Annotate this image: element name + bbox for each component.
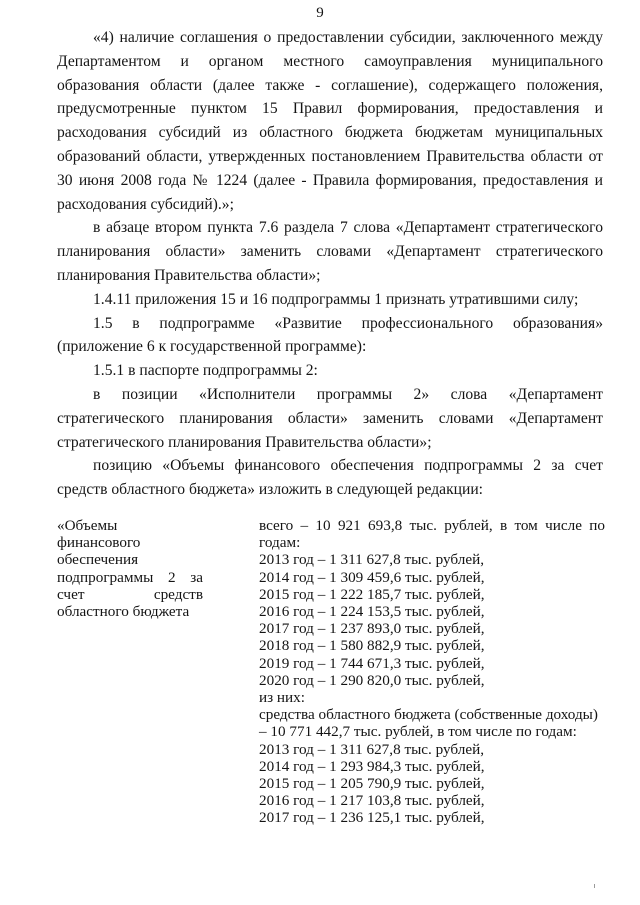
funding-label-line: «Объемы xyxy=(57,517,118,534)
funding-total-line: годам: xyxy=(259,534,301,552)
funding-values xyxy=(259,517,605,827)
paragraph-1-5-1: 1.5.1 в паспорте подпрограммы 2: xyxy=(93,362,318,380)
funding-year-total: 2014 год – 1 309 459,6 тыс. рублей, xyxy=(259,568,485,586)
funding-own-line: – 10 771 442,7 тыс. рублей, в том числе по годам: xyxy=(259,723,577,741)
funding-year-own: 2017 год – 1 236 125,1 тыс. рублей, xyxy=(259,809,485,827)
funding-year-total: 2015 год – 1 222 185,7 тыс. рублей, xyxy=(259,585,485,603)
paragraph-condition-4: «4) наличие соглашения о предоставлении субсидии, заключенного между Департаментом и органом местного самоуправления муниципального образования области (далее также - соглашение), содержащего положения, предусмотренные пунктом 15 Правил формирования, предоставления и расходования субсидий из областного бюджета бюджетам муниципальных образований области, утвержденных постановлением Правительства области от 30 июня 2008 года № 1224 (далее - Правила формирования, предоставления и расходования субсидий).»; xyxy=(57,29,603,213)
page-number: 9 xyxy=(316,5,324,21)
funding-year-total: 2018 год – 1 580 882,9 тыс. рублей, xyxy=(259,637,485,655)
funding-year-own: 2013 год – 1 311 627,8 тыс. рублей, xyxy=(259,740,485,758)
document-body xyxy=(57,26,603,502)
funding-year-own: 2015 год – 1 205 790,9 тыс. рублей, xyxy=(259,775,485,793)
paragraph-1-5: 1.5 в подпрограмме «Развитие профессионального образования» (приложение 6 к государственной программе): xyxy=(57,314,603,356)
funding-year-total: 2016 год – 1 224 153,5 тыс. рублей, xyxy=(259,603,485,621)
funding-year-total: 2019 год – 1 744 671,3 тыс. рублей, xyxy=(259,654,485,672)
funding-year-total: 2017 год – 1 237 893,0 тыс. рублей, xyxy=(259,620,485,638)
funding-label-line: областного бюджета xyxy=(57,603,190,621)
funding-own-line: средства областного бюджета (собственные доходы) xyxy=(259,706,598,724)
funding-year-own: 2014 год – 1 293 984,3 тыс. рублей, xyxy=(259,757,485,775)
funding-label-line: счет средств xyxy=(57,585,203,603)
funding-label-line: финансового xyxy=(57,534,141,552)
funding-year-own: 2016 год – 1 217 103,8 тыс. рублей, xyxy=(259,792,485,810)
funding-label-line: обеспечения xyxy=(57,551,139,569)
funding-total-line: всего – 10 921 693,8 тыс. рублей, в том числе по xyxy=(259,517,605,534)
funding-label xyxy=(57,517,203,620)
funding-label-line: подпрограммы 2 за xyxy=(57,568,203,586)
funding-year-total: 2013 год – 1 311 627,8 тыс. рублей, xyxy=(259,551,485,569)
funding-of-them: из них: xyxy=(259,689,305,707)
scan-mark xyxy=(594,884,595,888)
funding-year-total: 2020 год – 1 290 820,0 тыс. рублей, xyxy=(259,671,485,689)
paragraph-executors: в позиции «Исполнители программы 2» слова «Департамент стратегического планирования области» заменить словами «Департамент стратегического планирования Правительства области»; xyxy=(57,385,603,451)
paragraph-1-4-11: 1.4.11 приложения 15 и 16 подпрограммы 1 признать утратившими силу; xyxy=(93,290,579,308)
paragraph-funding-position: позицию «Объемы финансового обеспечения подпрограммы 2 за счет средств областного бюджета» изложить в следующей редакции: xyxy=(57,457,603,499)
paragraph-section-7-6: в абзаце втором пункта 7.6 раздела 7 слова «Департамент стратегического планирования области» заменить словами «Департамент стратегического планирования Правительства области»; xyxy=(57,219,603,284)
